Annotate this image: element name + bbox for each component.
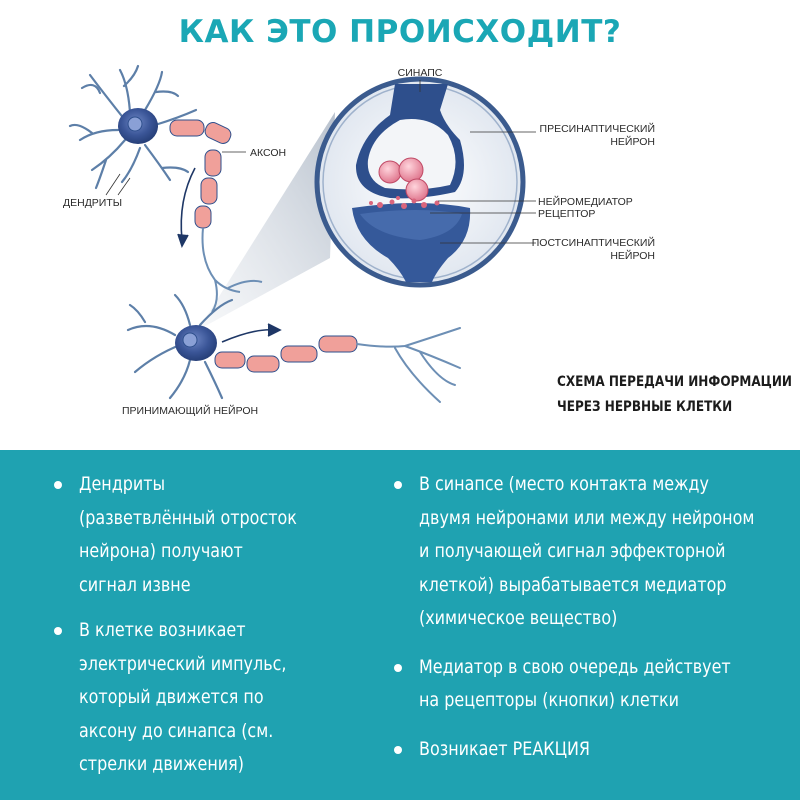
- page-title: КАК ЭТО ПРОИСХОДИТ?: [178, 14, 622, 50]
- label-receiving-neuron: ПРИНИМАЮЩИЙ НЕЙРОН: [122, 405, 259, 417]
- bullet-text: Возникает РЕАКЦИЯ: [419, 737, 591, 760]
- bullet-dot: [54, 627, 62, 635]
- label-receptor: РЕЦЕПТОР: [538, 208, 596, 220]
- label-dendrites: ДЕНДРИТЫ: [63, 197, 123, 209]
- bullet-item: [392, 733, 792, 767]
- diagram-caption: [557, 370, 797, 420]
- caption-line: СХЕМА ПЕРЕДАЧИ ИНФОРМАЦИИ: [557, 374, 793, 390]
- bullet-text: Медиатор в свою очередь действует на рецепторы (кнопки) клетки: [419, 655, 731, 711]
- label-postsynaptic-2: НЕЙРОН: [610, 250, 655, 262]
- lower-axon: [215, 336, 357, 372]
- bullet-text: В синапсе (место контакта между двумя нейронами или между нейроном и получающей сигнал эффекторной клеткой) вырабатывается медиатор (химическое вещество): [419, 473, 755, 629]
- bullet-text: Дендриты (разветвлённый отросток нейрона) получают сигнал извне: [79, 473, 297, 596]
- upper-axon: [170, 120, 233, 228]
- bullet-column-left: [52, 468, 352, 794]
- label-synapse: СИНАПС: [397, 67, 443, 79]
- bullet-dot: [394, 746, 402, 754]
- upper-nucleus: [128, 117, 142, 131]
- label-neurotransmitter: НЕЙРОМЕДИАТОР: [538, 196, 633, 208]
- bullet-text: В клетке возникает электрический импульс, который движется по аксону до синапса (см. стрелки движения): [79, 619, 287, 775]
- bullet-item: [392, 651, 792, 718]
- bullet-item: [52, 614, 352, 782]
- label-presynaptic-1: ПРЕСИНАПТИЧЕСКИЙ: [539, 123, 655, 135]
- bullet-column-right: [392, 468, 792, 781]
- caption-line: ЧЕРЕЗ НЕРВНЫЕ КЛЕТКИ: [557, 399, 733, 415]
- zoom-beam: [198, 112, 335, 330]
- label-presynaptic-2: НЕЙРОН: [610, 136, 655, 148]
- bullet-item: [52, 468, 352, 602]
- bullet-dot: [394, 664, 402, 672]
- label-postsynaptic-1: ПОСТСИНАПТИЧЕСКИЙ: [531, 237, 655, 249]
- bullet-dot: [54, 481, 62, 489]
- axon-terminal-branches: [357, 328, 460, 402]
- lower-nucleus: [183, 333, 197, 347]
- label-axon: АКСОН: [250, 147, 287, 159]
- bullet-dot: [394, 481, 402, 489]
- bullet-item: [392, 468, 792, 636]
